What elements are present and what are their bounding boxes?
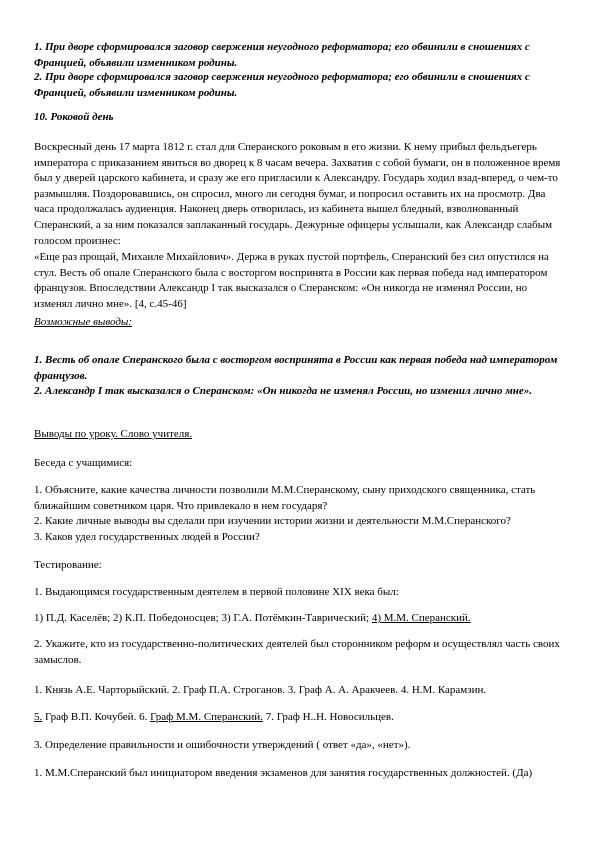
- test-answers-1: [34, 611, 568, 627]
- body-paragraph-2: «Еще раз прощай, Михаиле Михайлович». Держа в руках пустой портфель, Сперанский без сил опустился на стул. Весть об опале Сперанского была с восторгом воспринята в России как первая победа над императором французов. Впоследствии Александр I так высказался о Сперанском: «Он никогда не изменял России, но изменял лично мне». [4, с.45-46]: [34, 251, 549, 310]
- option-6-correct: Граф М.М. Сперанский.: [150, 711, 263, 723]
- question-2: 2. Какие личные выводы вы сделали при изучении истории жизни и деятельности М.М.Сперанского?: [34, 515, 511, 527]
- conclusion-2: 2. При дворе сформировался заговор свержения неугодного реформатора; его обвинили в сношениях с Францией, объявили изменником родины.: [34, 71, 530, 99]
- option-5-number: 5.: [34, 711, 43, 723]
- answer-1-correct: 4) М.М. Сперанский.: [371, 612, 471, 624]
- conversation-heading: Беседа с учащимися:: [34, 457, 133, 469]
- possible-conclusions-heading: Возможные выводы:: [34, 316, 132, 328]
- conclusion-1: 1. При дворе сформировался заговор свержения неугодного реформатора; его обвинили в сношениях с Францией, объявили изменником родины.: [34, 41, 530, 69]
- test-options-2b: [34, 710, 568, 726]
- body-paragraph-1: Воскресный день 17 марта 1812 г. стал для Сперанского роковым в его жизни. К нему прибыл фельдъегерь императора с приказанием явиться во дворец к 8 часам вечера. Захватив с собой бумаги, он в положенное время был у дверей царского кабинета, и сразу же его пригласили к Александру. Государь ходил взад-вперед, о чем-то размышляя. Поздоровавшись, он спросил, много ли сегодня бумаг, и попросил оставить их на просмотр. Два часа продолжалась аудиенция. Наконец дверь отворилась, из кабинета вышел бледный, взволнованный Сперанский, а за ним показался заплаканный государь. Дежурные офицеры услышали, как Александр слабым голосом произнес:: [34, 141, 561, 247]
- possible-conclusion-2: 2. Александр I так высказался о Сперанском: «Он никогда не изменял России, но изменил лично мне».: [34, 385, 533, 397]
- testing-heading: Тестирование:: [34, 559, 102, 571]
- section-heading: 10. Роковой день: [34, 111, 114, 123]
- lesson-summary-heading: Выводы по уроку. Слово учителя.: [34, 428, 193, 440]
- test-question-2: 2. Укажите, кто из государственно-политических деятелей был сторонником реформ и осуществлял часть своих замыслов.: [34, 638, 560, 666]
- question-1: 1. Объясните, какие качества личности позволили М.М.Сперанскому, сыну приходского священника, стать ближайшим советником царя. Что привлекало в нем государя?: [34, 484, 536, 512]
- question-3: 3. Каков удел государственных людей в России?: [34, 531, 260, 543]
- test-options-2a: 1. Князь А.Е. Чарторыйский. 2. Граф П.А. Строганов. 3. Граф А. А. Аракчеев. 4. Н.М. Карамзин.: [34, 684, 487, 696]
- answer-1-plain: 1) П.Д. Каселёв; 2) К.П. Победоносцев; 3) Г.А. Потёмкин-Таврический;: [34, 612, 372, 624]
- option-5-text: Граф В.П. Кочубей. 6.: [42, 711, 151, 723]
- possible-conclusion-1: 1. Весть об опале Сперанского была с восторгом воспринята в России как первая победа над императором французов.: [34, 354, 558, 382]
- test-question-3: 3. Определение правильности и ошибочности утверждений ( ответ «да», «нет»).: [34, 739, 411, 751]
- test-statement-1: 1. М.М.Сперанский был инициатором введения экзаменов для занятия государственных должностей. (Да): [34, 767, 533, 779]
- test-question-1: 1. Выдающимся государственным деятелем в первой половине XIX века был:: [34, 586, 399, 598]
- option-7-text: 7. Граф Н..Н. Новосильцев.: [262, 711, 394, 723]
